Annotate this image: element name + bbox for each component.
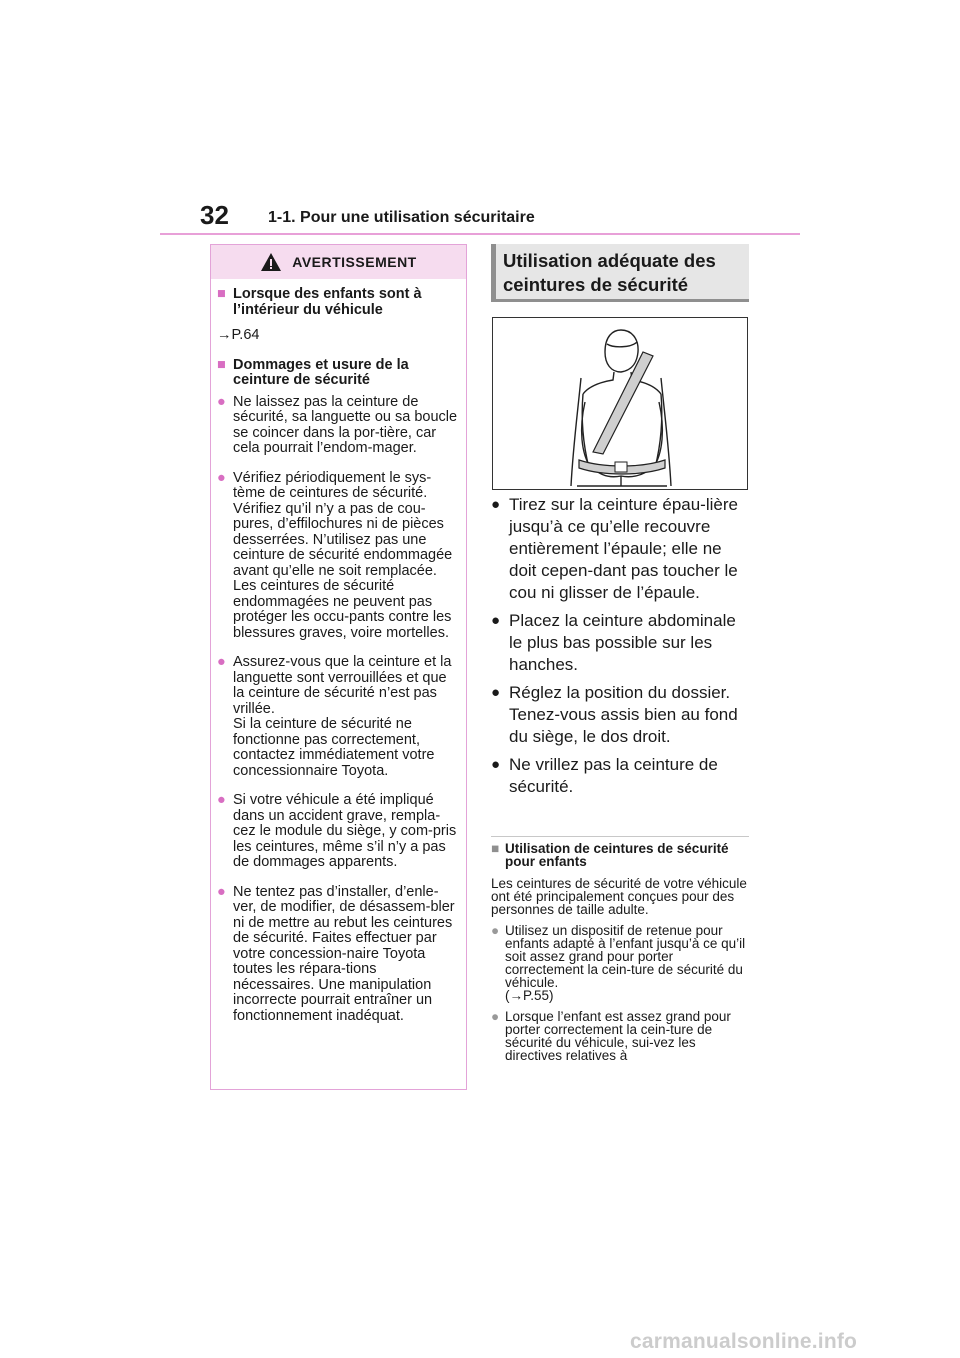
circle-bullet-icon: ● — [217, 883, 226, 900]
subsection-divider — [491, 836, 749, 837]
warning-item-text: Vérifiez périodiquement le sys-tème de ceintures de sécurité. Vérifiez qu’il n’y a pas de cou-pures, d’effilochures ni de pièces desserrées. N’utilisez pas une ceinture de sécurité endommagée avant qu’elle ne soit remplacée. Les ceintures de sécurité endommagées ne peuvent pas protéger les occu-pants contre les blessures graves, voire mortelles. — [233, 469, 453, 641]
warning-item-text: Si votre véhicule a été impliqué dans un accident grave, rempla-cez le module du siège, y com-pris les ceintures, même s’il n’y a pas de dommages apparents. — [233, 792, 457, 870]
watermark: carmanualsonline.info — [630, 1330, 858, 1353]
instruction-text: Réglez la position du dossier. Tenez-vous assis bien au fond du siège, le dos droit. — [509, 683, 738, 746]
instruction-item — [491, 682, 753, 748]
circle-bullet-icon: ● — [217, 469, 226, 486]
warning-item — [217, 793, 460, 871]
instruction-text: Ne vrillez pas la ceinture de sécurité. — [509, 755, 718, 796]
children-subsection — [491, 842, 749, 1062]
circle-bullet-icon: ● — [491, 496, 501, 513]
circle-bullet-icon: ● — [491, 612, 501, 629]
circle-bullet-icon: ● — [217, 792, 226, 808]
section-title: 1-1. Pour une utilisation sécuritaire — [268, 209, 535, 226]
subsection-heading — [491, 842, 749, 868]
warning-heading-text: Lorsque des enfants sont à l’intérieur du véhicule — [233, 286, 422, 318]
circle-bullet-icon: ● — [491, 923, 500, 938]
warning-item — [217, 655, 460, 779]
square-bullet-icon: ■ — [491, 841, 500, 856]
warning-item-text: Ne laissez pas la ceinture de sécurité, sa languette ou sa boucle se coincer dans la por-tière, car cela pourrait l’endom-mager. — [233, 393, 458, 456]
warning-title: AVERTISSEMENT — [292, 254, 417, 270]
warning-heading-text: Dommages et usure de la ceinture de sécurité — [233, 356, 409, 388]
subsection-item-text: Lorsque l’enfant est assez grand pour porter correctement la cein-ture de sécurité du véhicule, sui-vez les directives relatives à — [505, 1009, 731, 1063]
subsection-heading-text: Utilisation de ceintures de sécurité pour enfants — [505, 841, 729, 869]
page-number: 32 — [200, 200, 229, 230]
instruction-text: Placez la ceinture abdominale le plus bas possible sur les hanches. — [509, 611, 736, 674]
subsection-item-text: Utilisez un dispositif de retenue pour enfants adapté à l’enfant jusqu’à ce qu’il soit assez grand pour porter correctement la cein-ture de sécurité du véhicule. (→P.55) — [505, 923, 746, 1003]
warning-item-text: Ne tentez pas d’installer, d’enle-ver, de modifier, de désassem-bler ni de mettre au rebut les ceintures de sécurité. Faites effectuer par votre concession-naire Toyota toutes les répara-tions nécessaires. Une manipulation incorrecte pourrait entraîner un fonctionnement inadéquat. — [233, 883, 455, 1024]
instruction-item — [491, 494, 753, 604]
instruction-item — [491, 610, 753, 676]
instruction-item — [491, 754, 753, 798]
section-heading: Utilisation adéquate des ceintures de sécurité — [491, 244, 749, 302]
circle-bullet-icon: ● — [491, 684, 501, 701]
instruction-text: Tirez sur la ceinture épau-lière jusqu’à ce qu’elle recouvre entièrement l’épaule; elle ne doit cepen-dant pas toucher le cou ni glisser de l’épaule. — [509, 495, 738, 602]
seated-person-illustration-icon — [493, 318, 747, 489]
square-bullet-icon: ■ — [217, 356, 226, 373]
warning-item — [217, 885, 460, 1025]
seatbelt-illustration — [492, 317, 748, 490]
circle-bullet-icon: ● — [217, 393, 226, 410]
warning-box — [210, 244, 467, 1090]
subsection-paragraph: Les ceintures de sécurité de votre véhicule ont été principalement conçues pour des personnes de taille adulte. — [491, 876, 747, 917]
subsection-item — [491, 924, 749, 1002]
circle-bullet-icon: ● — [217, 654, 226, 670]
warning-triangle-icon — [260, 252, 282, 272]
warning-item — [217, 471, 460, 642]
instruction-list — [491, 494, 753, 804]
warning-item-text: Assurez-vous que la ceinture et la languette sont verrouillées et que la ceinture de sécurité n’est pas vrillée. Si la ceinture de sécurité ne fonctionne pas correctement, contactez immédiatement votre concessionnaire Toyota. — [233, 654, 452, 779]
subsection-item — [491, 1010, 749, 1062]
warning-heading-damage — [217, 358, 460, 389]
page-reference: →P.64 — [217, 327, 260, 343]
warning-heading-children — [217, 287, 460, 318]
header-divider — [160, 233, 800, 235]
square-bullet-icon: ■ — [217, 286, 226, 302]
warning-header — [211, 245, 466, 279]
circle-bullet-icon: ● — [491, 1009, 500, 1024]
warning-item — [217, 395, 460, 457]
circle-bullet-icon: ● — [491, 756, 501, 773]
